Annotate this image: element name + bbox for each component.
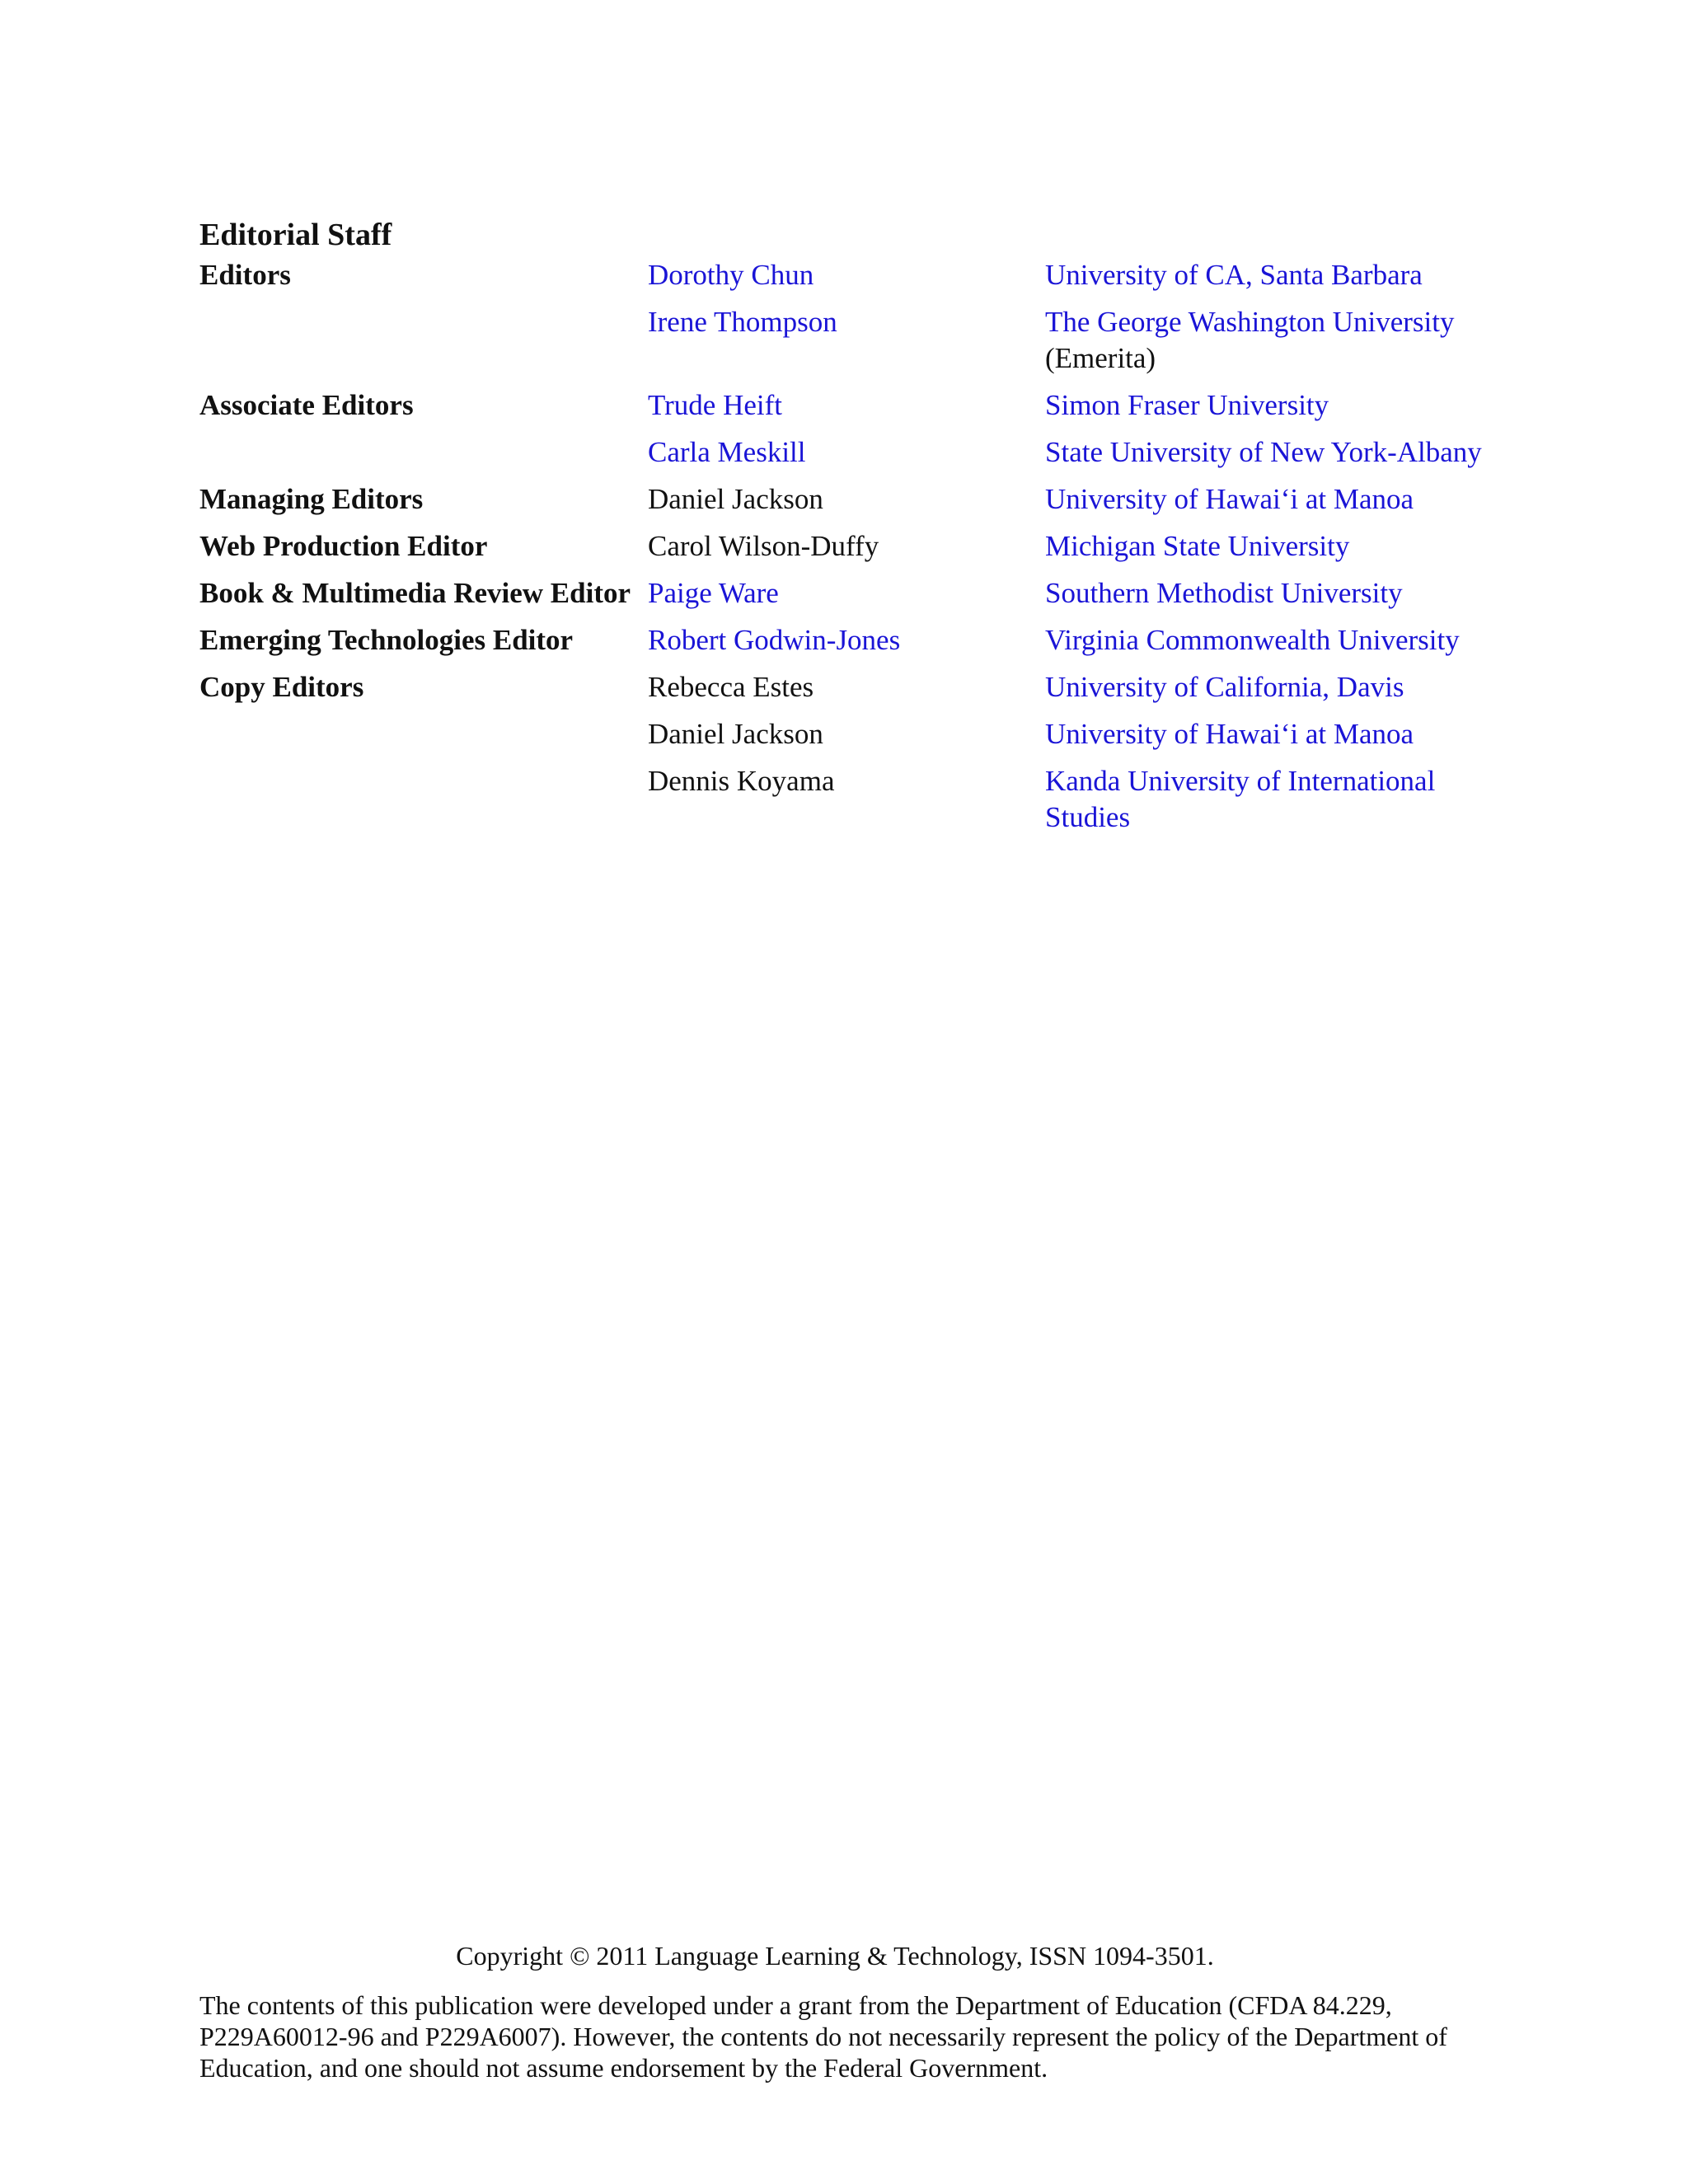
affiliation-link[interactable]: Michigan State University xyxy=(1045,530,1350,562)
role-label: Emerging Technologies Editor xyxy=(199,624,574,656)
staff-row xyxy=(199,304,1502,377)
staff-row xyxy=(199,716,1502,752)
affiliation-link[interactable]: University of CA, Santa Barbara xyxy=(1045,259,1423,291)
affiliation-cell xyxy=(1045,622,1502,658)
person-link[interactable]: Robert Godwin-Jones xyxy=(648,624,901,656)
affiliation-link[interactable]: University of California, Davis xyxy=(1045,671,1404,703)
affiliation-cell xyxy=(1045,257,1502,293)
person-link[interactable]: Paige Ware xyxy=(648,577,779,609)
staff-row xyxy=(199,387,1502,424)
person-name: Daniel Jackson xyxy=(648,718,823,750)
affiliation-cell xyxy=(1045,481,1502,518)
person-name: Carol Wilson-Duffy xyxy=(648,530,879,562)
affiliation-cell xyxy=(1045,387,1502,424)
staff-row xyxy=(199,434,1502,471)
affiliation-link[interactable]: University of Hawai‘i at Manoa xyxy=(1045,718,1414,750)
affiliation-cell xyxy=(1045,528,1502,565)
person-name: Dennis Koyama xyxy=(648,765,835,797)
staff-row xyxy=(199,669,1502,705)
affiliation-link[interactable]: State University of New York-Albany xyxy=(1045,436,1482,468)
staff-row xyxy=(199,763,1502,836)
role-label: Book & Multimedia Review Editor xyxy=(199,577,631,609)
staff-row xyxy=(199,528,1502,565)
affiliation-cell xyxy=(1045,763,1502,836)
page-title: Editorial Staff xyxy=(199,218,392,252)
editorial-staff-table xyxy=(199,257,1502,846)
affiliation-link[interactable]: Kanda University of International Studies xyxy=(1045,765,1436,833)
role-label: Associate Editors xyxy=(199,389,414,421)
affiliation-link[interactable]: Southern Methodist University xyxy=(1045,577,1403,609)
role-label: Copy Editors xyxy=(199,671,364,703)
role-label: Web Production Editor xyxy=(199,530,488,562)
person-link[interactable]: Dorothy Chun xyxy=(648,259,814,291)
affiliation-cell xyxy=(1045,304,1502,377)
affiliation-note: (Emerita) xyxy=(1045,342,1156,374)
affiliation-cell xyxy=(1045,575,1502,612)
staff-row xyxy=(199,257,1502,293)
affiliation-link[interactable]: The George Washington University xyxy=(1045,306,1455,338)
copyright-notice: Copyright © 2011 Language Learning & Technology, ISSN 1094-3501. xyxy=(456,1941,1214,1971)
affiliation-link[interactable]: Simon Fraser University xyxy=(1045,389,1329,421)
affiliation-cell xyxy=(1045,669,1502,705)
affiliation-link[interactable]: University of Hawai‘i at Manoa xyxy=(1045,483,1414,515)
staff-row xyxy=(199,575,1502,612)
person-name: Rebecca Estes xyxy=(648,671,814,703)
person-link[interactable]: Irene Thompson xyxy=(648,306,837,338)
role-label: Managing Editors xyxy=(199,483,424,515)
person-link[interactable]: Trude Heift xyxy=(648,389,783,421)
staff-row xyxy=(199,481,1502,518)
person-name: Daniel Jackson xyxy=(648,483,823,515)
affiliation-link[interactable]: Virginia Commonwealth University xyxy=(1045,624,1460,656)
funding-disclaimer: The contents of this publication were developed under a grant from the Department of Education (CFDA 84.229, P229A60012-96 and P229A6007). However, the contents do not necessarily represent the policy of the Department of Education, and one should not assume endorsement by the Federal Government. xyxy=(199,1990,1447,2083)
staff-row xyxy=(199,622,1502,658)
affiliation-cell xyxy=(1045,716,1502,752)
affiliation-cell xyxy=(1045,434,1502,471)
role-label: Editors xyxy=(199,259,291,291)
person-link[interactable]: Carla Meskill xyxy=(648,436,806,468)
